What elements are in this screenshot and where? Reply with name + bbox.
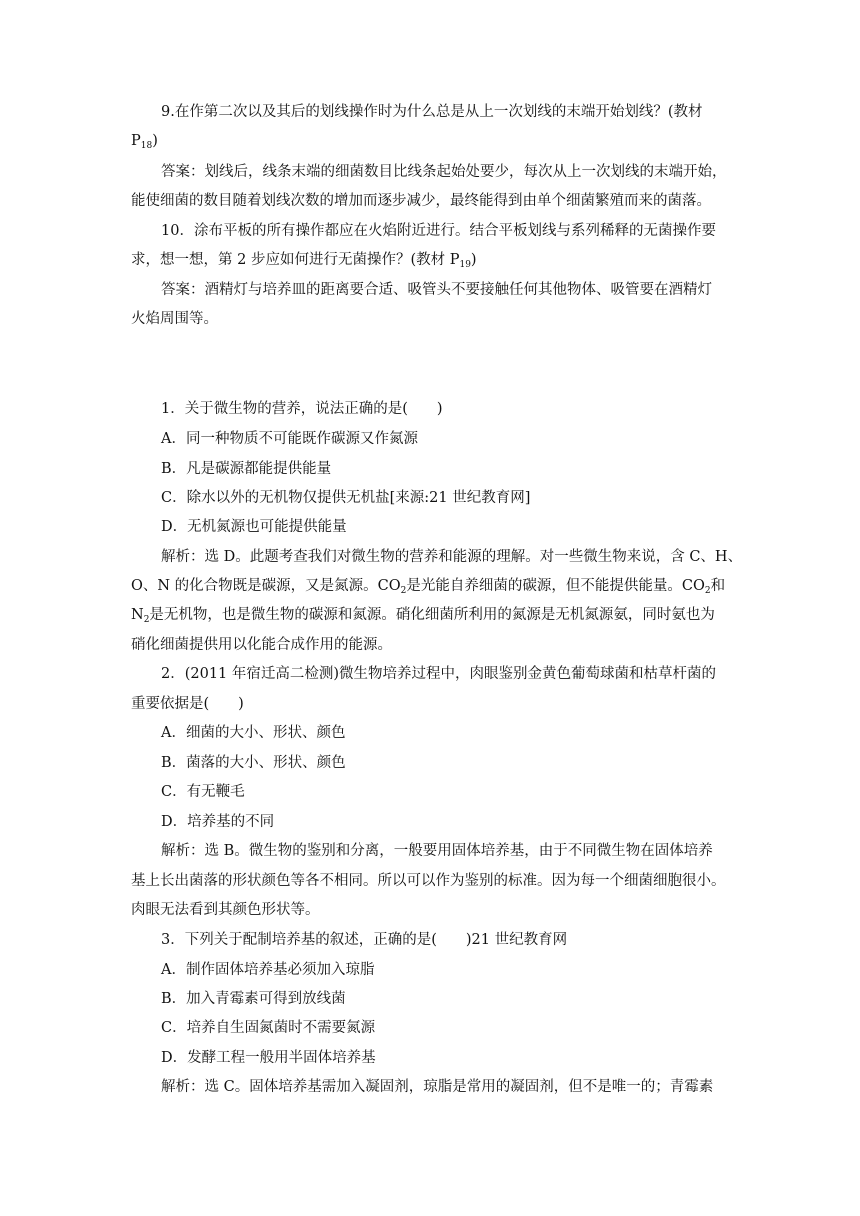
e3-stem: 3．下列关于配制培养基的叙述，正确的是( )21 世纪教育网 bbox=[161, 932, 568, 948]
q9-ref-page: 18 bbox=[140, 141, 153, 151]
e2-explanation-line1: 解析：选 B。微生物的鉴别和分离，一般要用固体培养基，由于不同微生物在固体培养 bbox=[161, 843, 713, 859]
q10-answer-line1: 答案：酒精灯与培养皿的距离要合适、吸管头不要接触任何其他物体、吸管要在酒精灯 bbox=[161, 282, 712, 298]
q9-ref-prefix: P bbox=[131, 133, 141, 149]
e1-exp3-b: 是无机物，也是微生物的碳源和氮源。硝化细菌所利用的氮源是无机氮源氨，同时氨也为 bbox=[149, 607, 715, 623]
q10-question-line1: 10．涂布平板的所有操作都应在火焰附近进行。结合平板划线与系列稀释的无菌操作要 bbox=[161, 223, 716, 239]
e3-explanation-line1: 解析：选 C。固体培养基需加入凝固剂，琼脂是常用的凝固剂，但不是唯一的；青霉素 bbox=[161, 1079, 714, 1095]
e1-exp2-a: O、N 的化合物既是碳源，又是氮源。CO bbox=[131, 578, 401, 594]
e1-option-a: A．同一种物质不可能既作碳源又作氮源 bbox=[161, 431, 418, 447]
e1-exp2-c: 和 bbox=[710, 578, 726, 594]
e2-explanation-line2: 基上长出菌落的形状颜色等各不相同。所以可以作为鉴别的标准。因为每一个细菌细胞很小。 bbox=[131, 873, 726, 889]
e3-option-d: D．发酵工程一般用半固体培养基 bbox=[161, 1050, 376, 1066]
e1-option-d: D．无机氮源也可能提供能量 bbox=[161, 519, 347, 535]
e1-option-b: B．凡是碳源都能提供能量 bbox=[161, 461, 332, 477]
e1-explanation-line1: 解析：选 D。此题考查我们对微生物的营养和能源的理解。对一些微生物来说，含 C、H、 bbox=[161, 549, 743, 565]
q10-answer-line2: 火焰周围等。 bbox=[131, 311, 218, 327]
e3-option-a: A．制作固体培养基必须加入琼脂 bbox=[161, 962, 375, 978]
e1-stem: 1．关于微生物的营养，说法正确的是( ) bbox=[161, 401, 443, 417]
e2-stem-line2: 重要依据是( ) bbox=[131, 696, 244, 712]
q9-ref-suffix: ) bbox=[152, 133, 158, 149]
e3-option-c: C．培养自生固氮菌时不需要氮源 bbox=[161, 1020, 376, 1036]
e2-option-c: C．有无鞭毛 bbox=[161, 784, 245, 800]
q10-ref-page: 19 bbox=[459, 260, 471, 270]
e1-exp3-a: N bbox=[131, 607, 144, 623]
e2-option-b: B．菌落的大小、形状、颜色 bbox=[161, 755, 346, 771]
q9-question-line2 bbox=[131, 131, 731, 151]
q10-question-line2 bbox=[131, 250, 731, 270]
e2-option-a: A．细菌的大小、形状、颜色 bbox=[161, 725, 346, 741]
e1-exp3-sub: 2 bbox=[143, 615, 150, 625]
e2-stem-line1: 2．(2011 年宿迁高二检测)微生物培养过程中，肉眼鉴别金黄色葡萄球菌和枯草杆菌的 bbox=[161, 666, 717, 682]
q10-ref-suffix: ) bbox=[470, 252, 477, 268]
q9-answer-line2: 能使细菌的数目随着划线次数的增加而逐步减少，最终能得到由单个细菌繁殖而来的菌落。 bbox=[131, 193, 711, 209]
q10-question-text: 求，想一想，第 2 步应如何进行无菌操作？(教材 P bbox=[131, 252, 460, 268]
q9-question-line1: 9.在作第二次以及其后的划线操作时为什么总是从上一次划线的末端开始划线？(教材 bbox=[161, 104, 703, 120]
e1-explanation-line3 bbox=[131, 605, 731, 625]
e1-option-c: C．除水以外的无机物仅提供无机盐[来源:21 世纪教育网] bbox=[161, 490, 531, 506]
e3-option-b: B．加入青霉素可得到放线菌 bbox=[161, 991, 346, 1007]
e2-explanation-line3: 肉眼无法看到其颜色形状等。 bbox=[131, 902, 320, 918]
e1-explanation-line4: 硝化细菌提供用以化能合成作用的能源。 bbox=[131, 637, 392, 653]
e1-exp2-sub2: 2 bbox=[704, 586, 711, 596]
q9-answer-line1: 答案：划线后，线条末端的细菌数目比线条起始处要少，每次从上一次划线的末端开始， bbox=[161, 164, 727, 180]
e1-exp2-sub1: 2 bbox=[400, 586, 407, 596]
e1-explanation-line2 bbox=[131, 576, 731, 596]
e1-exp2-b: 是光能自养细菌的碳源，但不能提供能量。CO bbox=[406, 578, 705, 594]
e2-option-d: D．培养基的不同 bbox=[161, 814, 275, 830]
